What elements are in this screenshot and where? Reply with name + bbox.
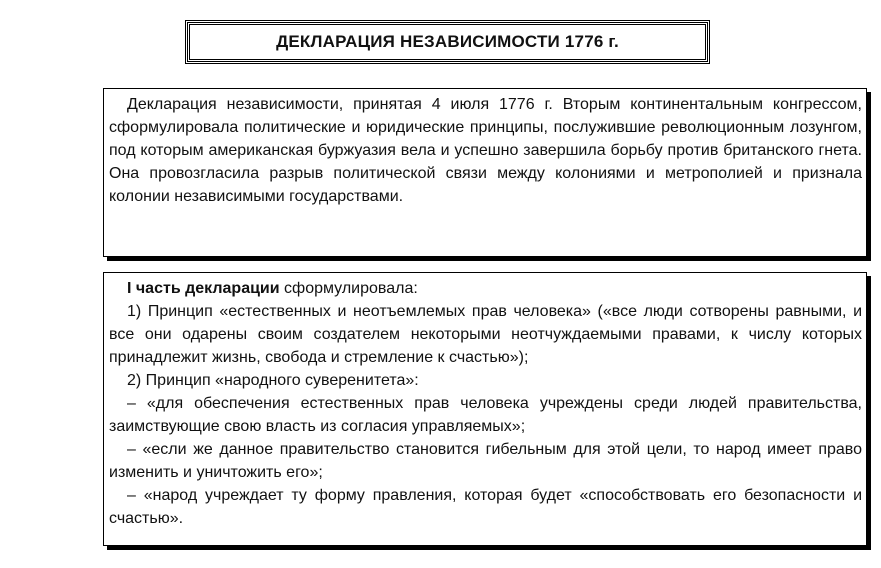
principle-2-point-1: – «для обеспечения естественных прав человека учреждены среди людей правительства, заимствующие свою власть из согласия управляемых»;	[109, 395, 862, 435]
part-one-heading	[109, 277, 862, 300]
part-one-box	[103, 272, 867, 546]
page-title: ДЕКЛАРАЦИЯ НЕЗАВИСИМОСТИ 1776 г.	[276, 32, 619, 51]
principle-1: 1) Принцип «естественных и неотъемлемых прав человека» («все люди сотворены равными, и все они одарены своим создателем некоторыми неотчуждаемыми правами, к числу которых принадлежит жизнь, свобода и стремление к счастью»);	[109, 303, 862, 366]
part-one-heading-rest: сформулировала:	[279, 280, 418, 297]
principle-2-point-3: – «народ учреждает ту форму правления, которая будет «способствовать его безопасности и счастью».	[109, 487, 862, 527]
title-box	[187, 22, 708, 62]
intro-box	[103, 88, 867, 257]
intro-paragraph: Декларация независимости, принятая 4 июля 1776 г. Вторым континентальным конгрессом, сформулировала политические и юридические принципы, послужившие революционным лозунгом, под которым американская буржуазия вела и успешно завершила борьбу против британского гнета. Она провозгласила разрыв политической связи между колониями и метрополией и признала колонии независимыми государствами.	[109, 96, 862, 205]
part-one-heading-bold: I часть декларации	[127, 280, 280, 297]
principle-2: 2) Принцип «народного суверенитета»:	[127, 372, 419, 389]
principle-2-point-2: – «если же данное правительство становится гибельным для этой цели, то народ имеет право изменить и уничтожить его»;	[109, 441, 862, 481]
